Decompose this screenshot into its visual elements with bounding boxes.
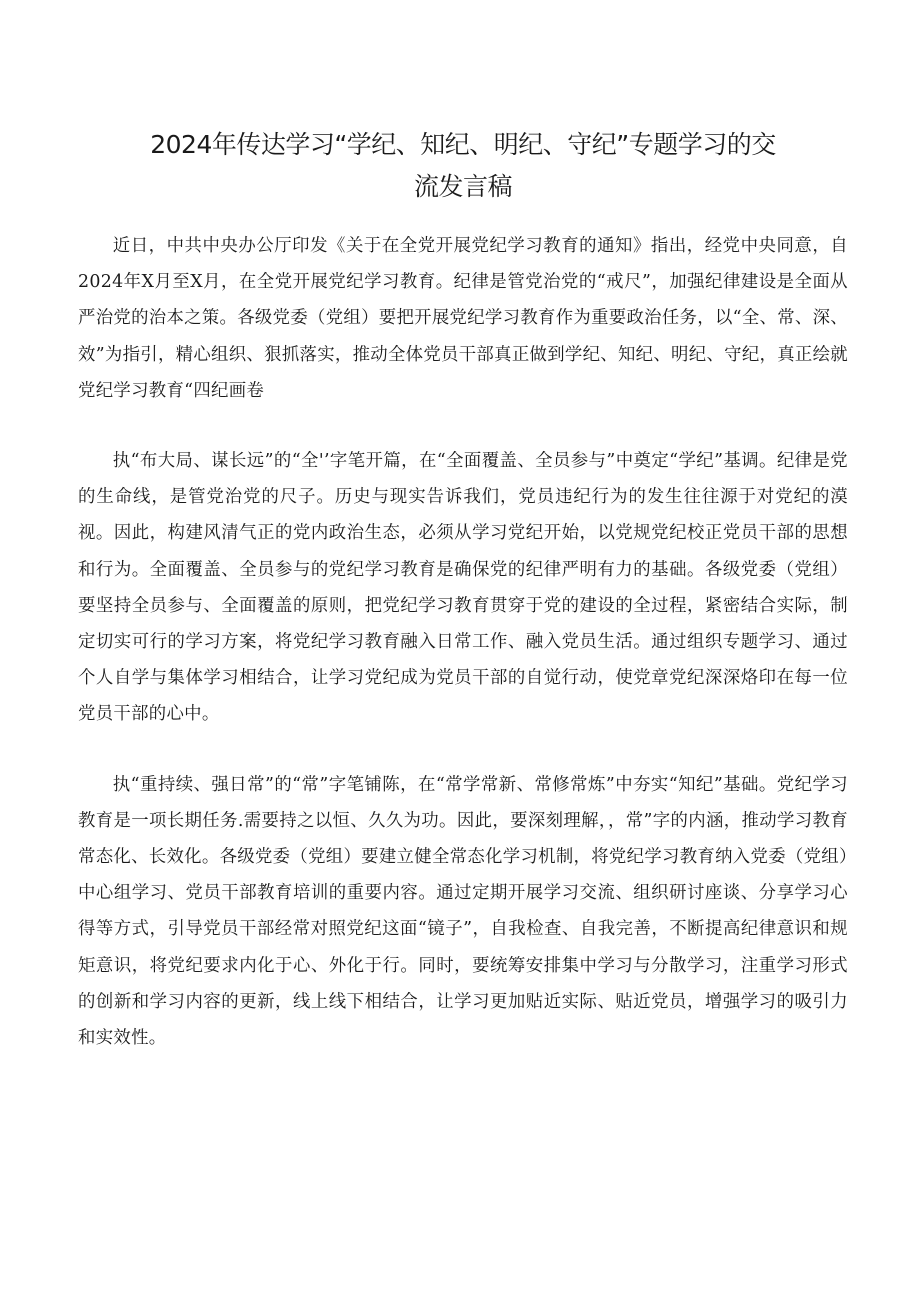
title-line-1: 2024年传达学习“学纪、知纪、明纪、守纪”专题学习的交 xyxy=(150,130,776,159)
paragraph-know-discipline: 执“重持续、强日常”的“常”字笔铺陈，在“常学常新、常修常炼”中夯实“知纪”基础。党纪学习教育是一项长期任务.需要持之以恒、久久为功。因此，要深刻理解，，常”字的内涵，推动学习教育常态化、长效化。各级党委（党组）要建立健全常态化学习机制，将党纪学习教育纳入党委（党组）中心组学习、党员干部教育培训的重要内容。通过定期开展学习交流、组织研讨座谈、分享学习心得等方式，引导党员干部经常对照党纪这面“镜子”，自我检查、自我完善，不断提高纪律意识和规矩意识，将党纪要求内化于心、外化于行。同时，要统筹安排集中学习与分散学习，注重学习形式的创新和学习内容的更新，线上线下相结合，让学习更加贴近实际、贴近党员，增强学习的吸引力和实效性。 xyxy=(78,774,848,1049)
paragraph-learn-discipline: 执“布大局、谋长远”的“全'’字笔开篇，在“全面覆盖、全员参与”中奠定“学纪”基调。纪律是党的生命线，是管党治党的尺子。历史与现实告诉我们，党员违纪行为的发生往往源于对党纪的漠视。因此，构建风清气正的党内政治生态，必须从学习党纪开始，以党规党纪校正党员干部的思想和行为。全面覆盖、全员参与的党纪学习教育是确保党的纪律严明有力的基础。各级党委（党组）要坚持全员参与、全面覆盖的原则，把党纪学习教育贯穿于党的建设的全过程，紧密结合实际，制定切实可行的学习方案，将党纪学习教育融入日常工作、融入党员生活。通过组织专题学习、通过个人自学与集体学习相结合，让学习党纪成为党员干部的自觉行动，使党章党纪深深烙印在每一位党员干部的心中。 xyxy=(78,451,848,725)
title-line-2: 流发言稿 xyxy=(413,172,512,201)
document-title xyxy=(78,124,848,208)
paragraph-intro: 近日，中共中央办公厅印发《关于在全党开展党纪学习教育的通知》指出，经党中央同意，自2024年X月至X月，在全党开展党纪学习教育。纪律是管党治党的“戒尺”，加强纪律建设是全面从严治党的治本之策。各级党委（党组）要把开展党纪学习教育作为重要政治任务，以“全、常、深、效”为指引，精心组织、狠抓落实，推动全体党员干部真正做到学纪、知纪、明纪、守纪，真正绘就党纪学习教育“四纪画卷 xyxy=(78,236,848,401)
